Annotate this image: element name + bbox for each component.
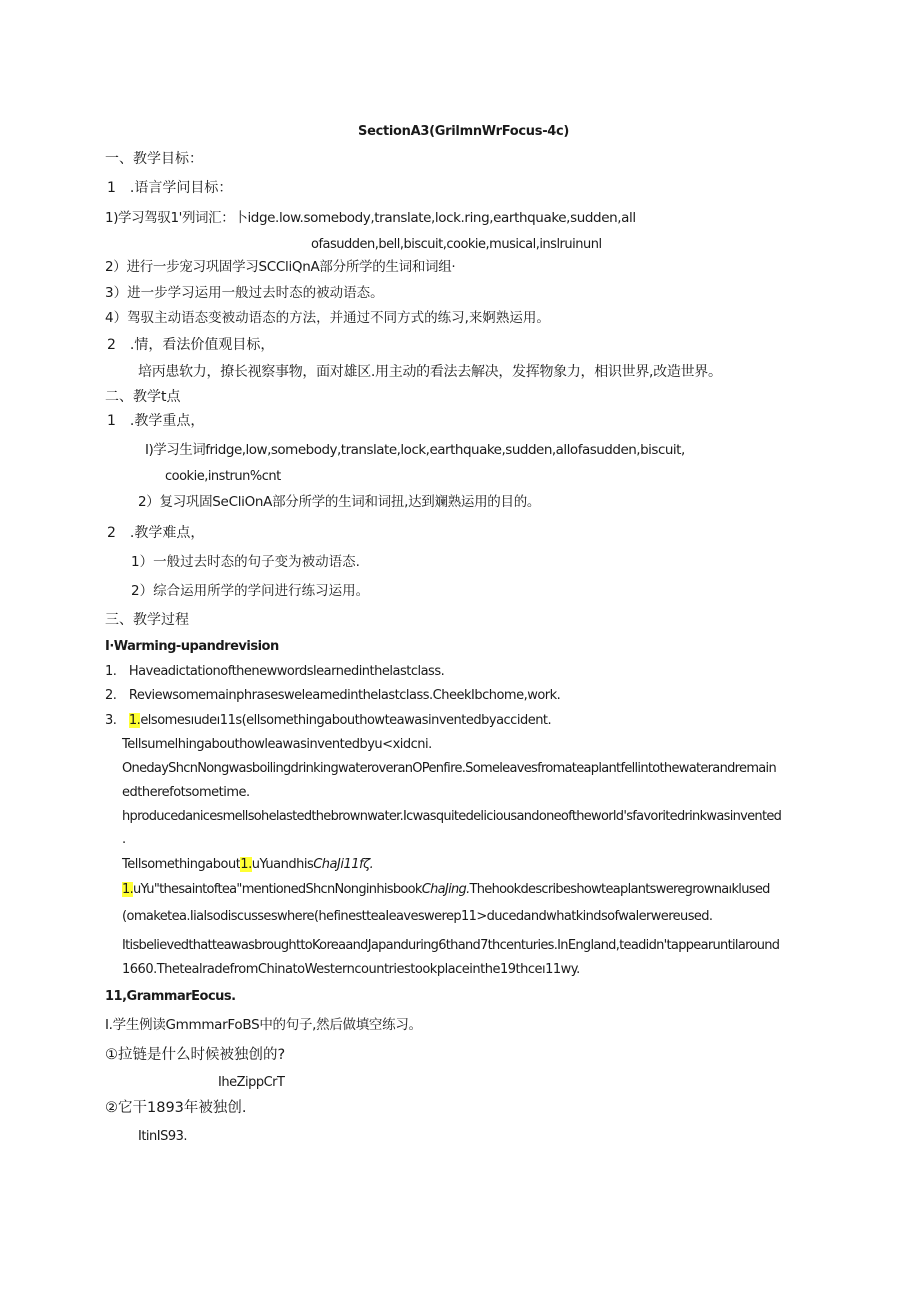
- section-3-heading: 三、教学过程: [105, 612, 189, 628]
- objective-item-4: 4）驾驭主动语态变被动语态的方法，并通过不同方式的练习,来婀熟运用。: [105, 310, 550, 326]
- step-3: [105, 711, 551, 731]
- difficulty-1: 1）一般过去时态的句子变为被动语态.: [131, 554, 360, 570]
- section-2-sub-2: 2 .教学难点，: [107, 525, 205, 541]
- story-line-8: (omaketea.Iialsodiscusseswhere(hefinestteaIeaveswerep11>ducedandwhatkindsofwalerwereused.: [122, 909, 713, 924]
- story-line-6: [122, 855, 373, 875]
- story-line-5: .: [122, 832, 126, 847]
- document-title: SectionA3(GrilmnWrFocus-4c): [358, 124, 570, 139]
- difficulty-2: 2）综合运用所学的学问进行练习运用。: [131, 583, 370, 599]
- step-1: 1. Haveadictationofthenewwordslearnedinthelastclass.: [105, 664, 445, 679]
- story-line-7a: uYu"thesaintoftea"mentionedShcnNonginhisbook: [133, 882, 422, 897]
- story-line-6b: uYuandhis: [251, 857, 314, 872]
- story-line-10: 1660.ThetealradefromChinatoWesterncountriestookplaceinthe19thceı11wy.: [122, 962, 580, 977]
- step-3-number: 3.: [105, 713, 129, 728]
- grammar-answer-1: IheZippCrT: [218, 1075, 285, 1090]
- highlight-mark: 1.: [122, 882, 134, 897]
- section-2-heading: 二、教学t点: [105, 389, 181, 405]
- section-2-sub-1: 1 .教学重点，: [107, 413, 205, 429]
- attitude-goal-text: 培丙患软力，撩长视察事物，面对雄区.用主动的看法去解决，发挥物象力，相识世界,改造世界。: [138, 364, 722, 380]
- part-2-heading: 11,GrammarEocus.: [105, 989, 236, 1004]
- story-line-9: ItisbelievedthatteawasbroughttoKoreaandJapanduring6thand7thcenturies.InEngland,teadidn'tappearuntilaround: [122, 938, 780, 953]
- step-2: 2. Reviewsomemainphrasesweleamedinthelastclass.CheekIbchome,work.: [105, 688, 561, 703]
- story-line-7c: Thehookdescribeshowteaplantsweregrownaıklused: [469, 882, 770, 897]
- key-point-1-line-2: cookie,instrun%cnt: [165, 469, 281, 484]
- vocab-item-line-1: 1)学习驾驭1'列词汇：卜idge.low.somebody,translate,lock.ring,earthquake,sudden,all: [105, 210, 636, 226]
- story-line-7: [122, 880, 770, 900]
- section-1-sub-2: 2 .情，看法价值观目标，: [107, 337, 275, 353]
- highlight-mark: 1.: [240, 857, 252, 872]
- vocab-item-line-2: ofasudden,bell,biscuit,cookie,musical,inslruinunl: [311, 237, 602, 252]
- objective-item-2: 2）进行一步宠习巩固学习SCCliQnA部分所学的生词和词组·: [105, 259, 456, 275]
- story-line-3: edtherefotsometime.: [122, 785, 250, 800]
- story-line-2: OnedayShcnNongwasboilingdrinkingwateroveranOPenfire.Someleavesfromateaplantfellintothewaterandremain: [122, 761, 777, 776]
- book-title: ChaJi11fζ.: [313, 857, 374, 872]
- section-1-heading: 一、教学目标：: [105, 151, 203, 167]
- grammar-question-2: ②它干1893年被独创.: [105, 1100, 247, 1116]
- story-line-4: hproducedanicesmellsohelastedthebrownwater.Icwasquitedeliciousandoneoftheworld'sfavoritedrinkwasinvented: [122, 809, 782, 824]
- book-title: ChaJing.: [421, 882, 470, 897]
- story-line-6a: Tellsomethingabout: [122, 857, 241, 872]
- key-point-2: 2）复习巩固SeCliOnA部分所学的生词和词扭,达到斓熟运用的目的。: [138, 494, 541, 510]
- grammar-instruction: I.学生例读GmmmarFoBS中的句子,然后做填空练习。: [105, 1017, 422, 1033]
- grammar-question-1: ①拉链是什么时候被独创的?: [105, 1047, 286, 1063]
- key-point-1-line-1: I)学习生词fridge,low,somebody,translate,lock,earthquake,sudden,allofasudden,biscuit,: [145, 442, 685, 458]
- story-line-1: Tellsumelhingabouthowleawasinventedbyu<xidcni.: [122, 737, 432, 752]
- objective-item-3: 3）进一步学习运用一般过去时态的被动语态。: [105, 285, 384, 301]
- part-1-heading: I·Warming-upandrevision: [105, 639, 279, 654]
- section-1-sub-1: 1 .语言学问目标：: [107, 180, 233, 196]
- highlight-mark: 1.: [128, 713, 141, 728]
- step-3-text: elsomesıudeı11s(ellsomethingabouthowteawasinventedbyaccident.: [140, 713, 552, 728]
- grammar-answer-2: ItinIS93.: [138, 1129, 188, 1144]
